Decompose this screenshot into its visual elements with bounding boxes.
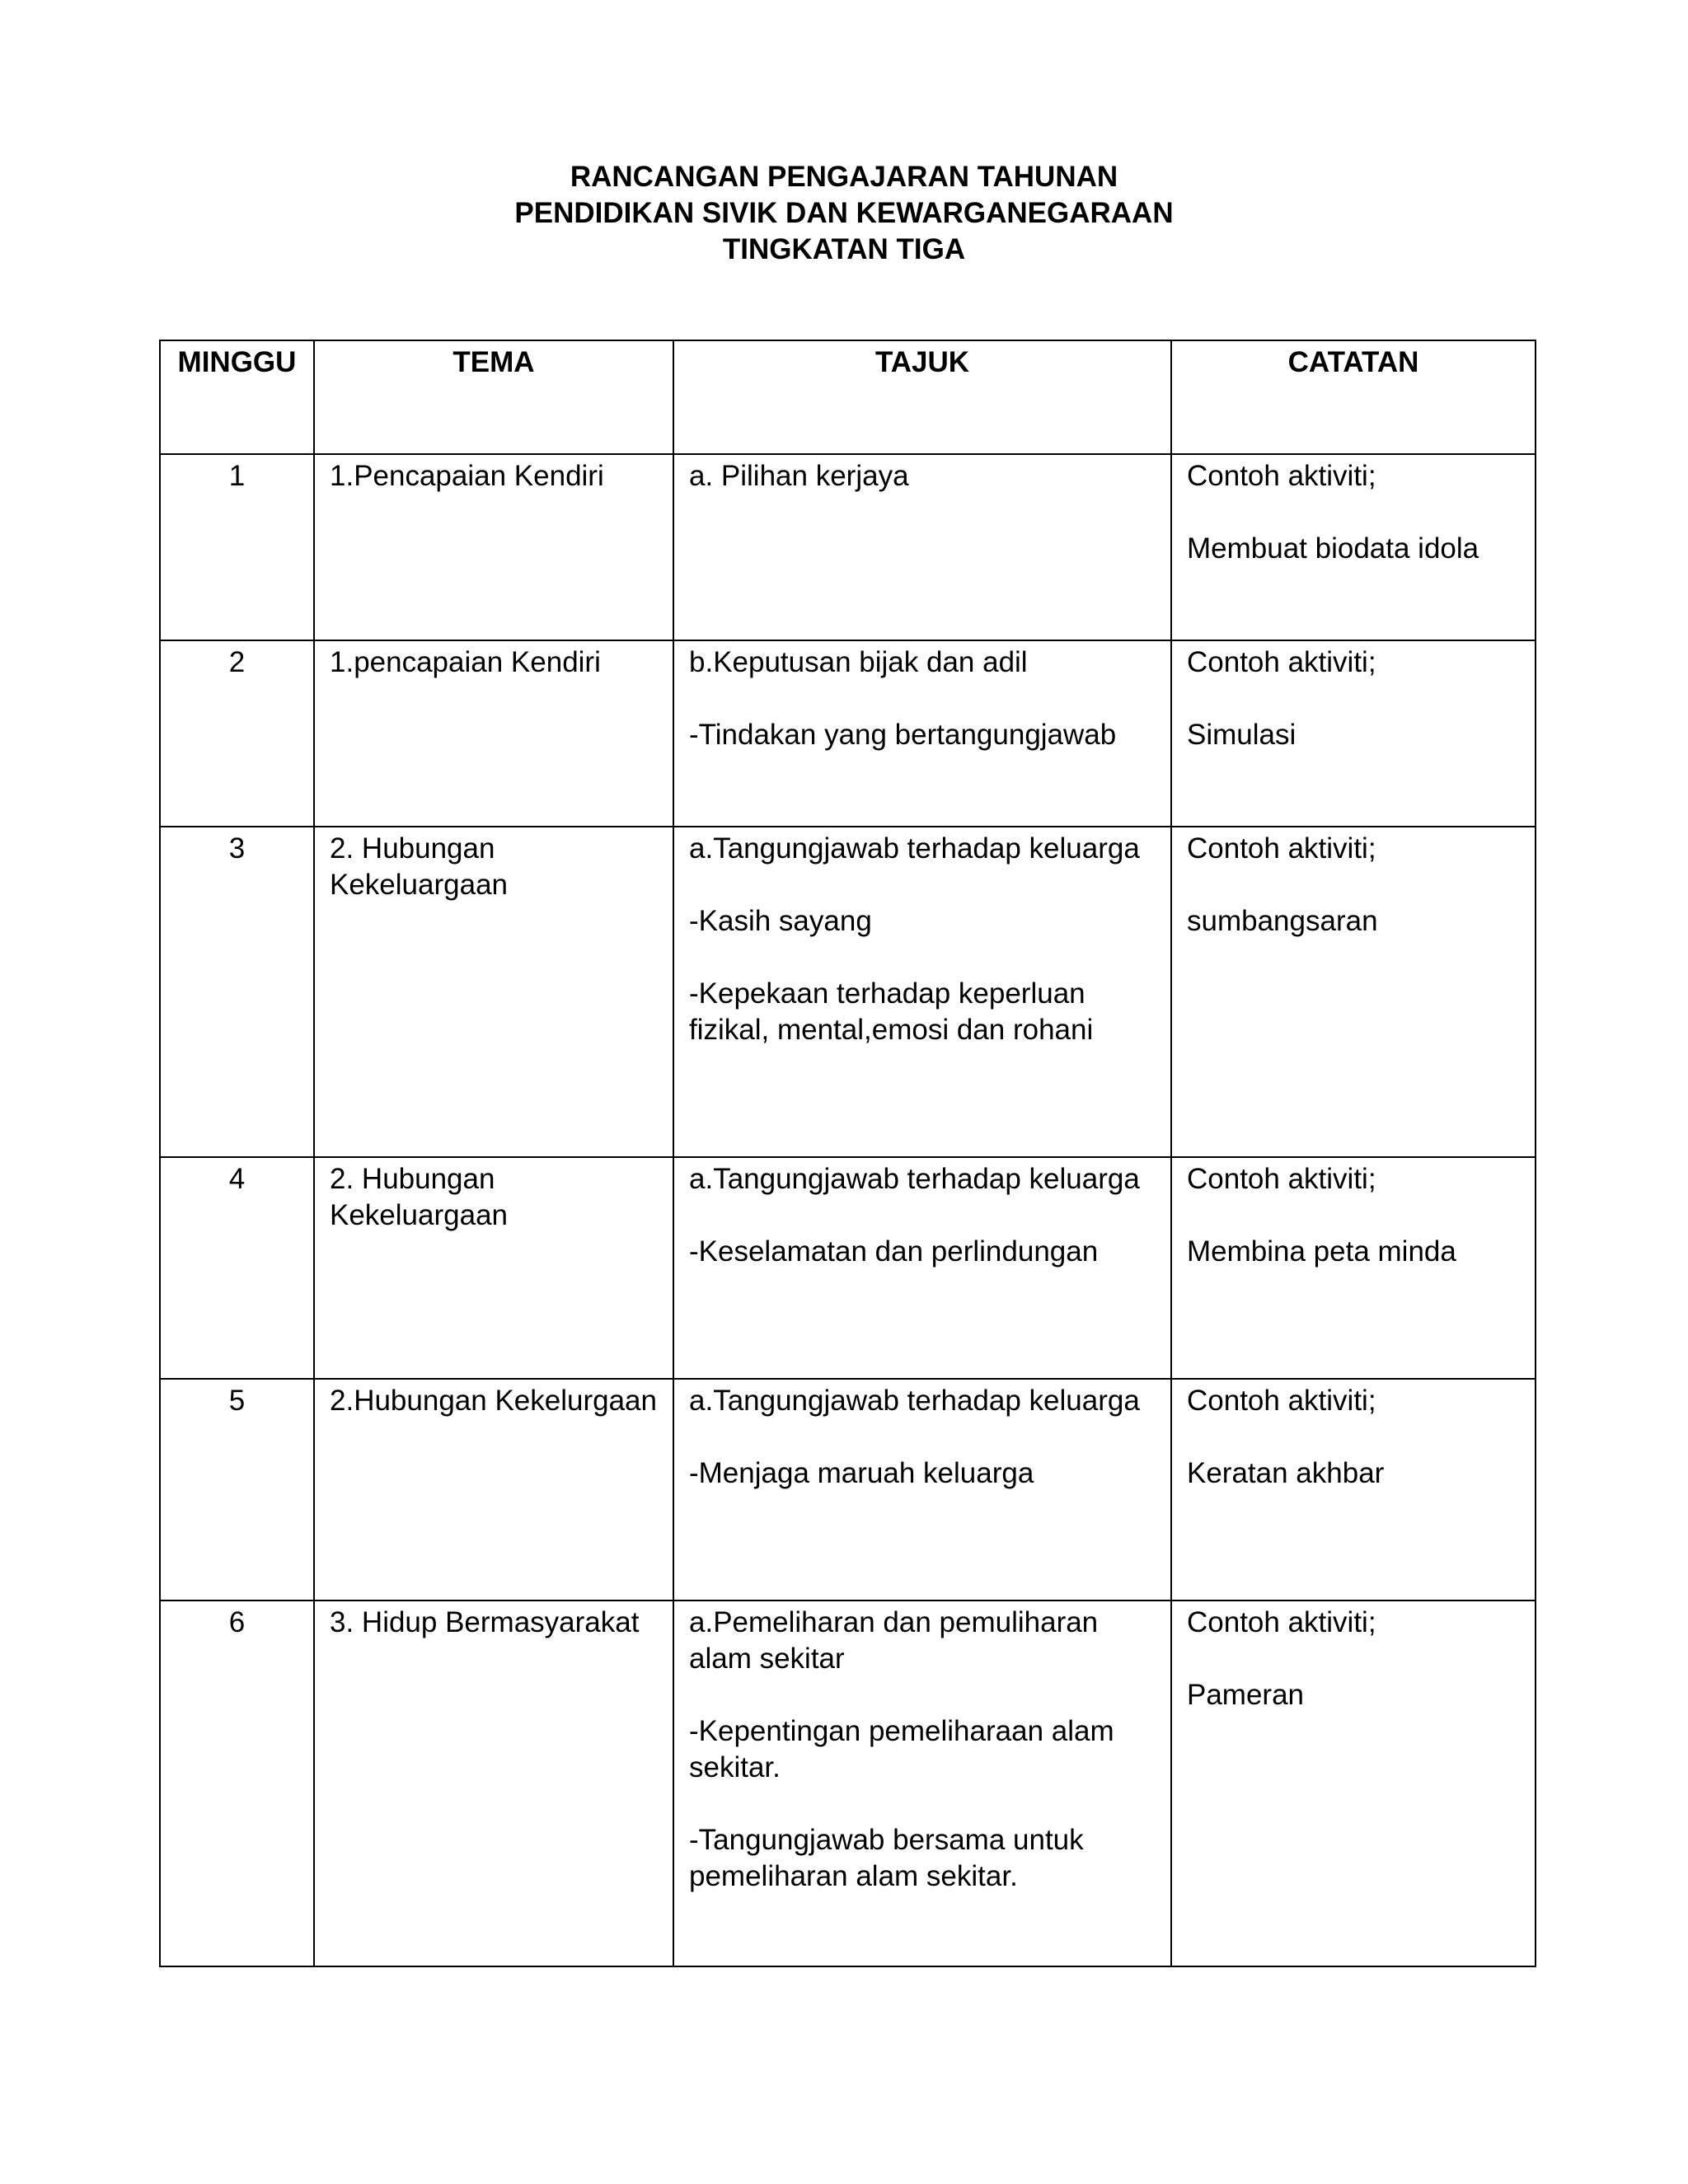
catatan-line: Membina peta minda [1187, 1235, 1456, 1268]
cell-minggu: 4 [160, 1157, 314, 1379]
tajuk-line: -Keselamatan dan perlindungan [689, 1235, 1099, 1268]
table-row [160, 454, 1536, 640]
catatan-line: Simulasi [1187, 719, 1296, 751]
cell-catatan [1171, 640, 1536, 827]
catatan-line: Pameran [1187, 1679, 1305, 1711]
cell-minggu: 1 [160, 454, 314, 640]
cell-catatan [1171, 827, 1536, 1157]
title-line-3: TINGKATAN TIGA [722, 233, 966, 265]
table-header-row [160, 340, 1536, 454]
catatan-line: Contoh aktiviti; [1187, 1385, 1376, 1417]
header-catatan: CATATAN [1171, 340, 1536, 454]
cell-tajuk [673, 640, 1171, 827]
table-row [160, 1379, 1536, 1601]
cell-tajuk [673, 827, 1171, 1157]
header-minggu: MINGGU [160, 340, 314, 454]
tajuk-line: a.Tangungjawab terhadap keluarga [689, 1385, 1140, 1417]
table-row [160, 1157, 1536, 1379]
cell-tajuk [673, 1379, 1171, 1601]
cell-catatan [1171, 1157, 1536, 1379]
cell-catatan [1171, 1379, 1536, 1601]
tajuk-line: a.Pemeliharan dan pemuliharan alam sekitar [689, 1606, 1099, 1675]
tajuk-line: -Kepentingan pemeliharaan alam sekitar. [689, 1715, 1114, 1783]
header-tajuk: TAJUK [673, 340, 1171, 454]
tajuk-line: a. Pilihan kerjaya [689, 460, 909, 492]
cell-tajuk [673, 1601, 1171, 1966]
catatan-line: Contoh aktiviti; [1187, 460, 1376, 492]
catatan-line: Contoh aktiviti; [1187, 1163, 1376, 1195]
catatan-line: Contoh aktiviti; [1187, 646, 1376, 678]
cell-tema: 2. Hubungan Kekeluargaan [314, 1157, 673, 1379]
title-line-1: RANCANGAN PENGAJARAN TAHUNAN [570, 161, 1118, 193]
table-row [160, 827, 1536, 1157]
cell-tema: 2.Hubungan Kekelurgaan [314, 1379, 673, 1601]
cell-minggu: 2 [160, 640, 314, 827]
cell-minggu: 3 [160, 827, 314, 1157]
tajuk-line: -Tindakan yang bertangungjawab [689, 719, 1117, 751]
catatan-line: Contoh aktiviti; [1187, 832, 1376, 865]
cell-tema: 2. Hubungan Kekeluargaan [314, 827, 673, 1157]
tajuk-line: a.Tangungjawab terhadap keluarga [689, 1163, 1140, 1195]
catatan-line: Contoh aktiviti; [1187, 1606, 1376, 1638]
cell-catatan [1171, 454, 1536, 640]
tajuk-line: a.Tangungjawab terhadap keluarga [689, 832, 1140, 865]
cell-tajuk [673, 454, 1171, 640]
cell-minggu: 5 [160, 1379, 314, 1601]
cell-catatan [1171, 1601, 1536, 1966]
document-title [0, 159, 1688, 268]
cell-tema: 1.Pencapaian Kendiri [314, 454, 673, 640]
tajuk-line: b.Keputusan bijak dan adil [689, 646, 1028, 678]
table-row [160, 1601, 1536, 1966]
tajuk-line: -Kepekaan terhadap keperluan fizikal, mental,emosi dan rohani [689, 977, 1094, 1046]
catatan-line: Keratan akhbar [1187, 1457, 1385, 1489]
tajuk-line: -Kasih sayang [689, 905, 872, 937]
title-line-2: PENDIDIKAN SIVIK DAN KEWARGANEGARAAN [514, 197, 1174, 229]
tajuk-line: -Menjaga maruah keluarga [689, 1457, 1034, 1489]
table-row [160, 640, 1536, 827]
tajuk-line: -Tangungjawab bersama untuk pemeliharan alam sekitar. [689, 1824, 1084, 1892]
catatan-line: sumbangsaran [1187, 905, 1378, 937]
lesson-plan-table [159, 340, 1536, 1967]
header-tema: TEMA [314, 340, 673, 454]
cell-tajuk [673, 1157, 1171, 1379]
catatan-line: Membuat biodata idola [1187, 532, 1479, 565]
cell-minggu: 6 [160, 1601, 314, 1966]
cell-tema: 3. Hidup Bermasyarakat [314, 1601, 673, 1966]
cell-tema: 1.pencapaian Kendiri [314, 640, 673, 827]
